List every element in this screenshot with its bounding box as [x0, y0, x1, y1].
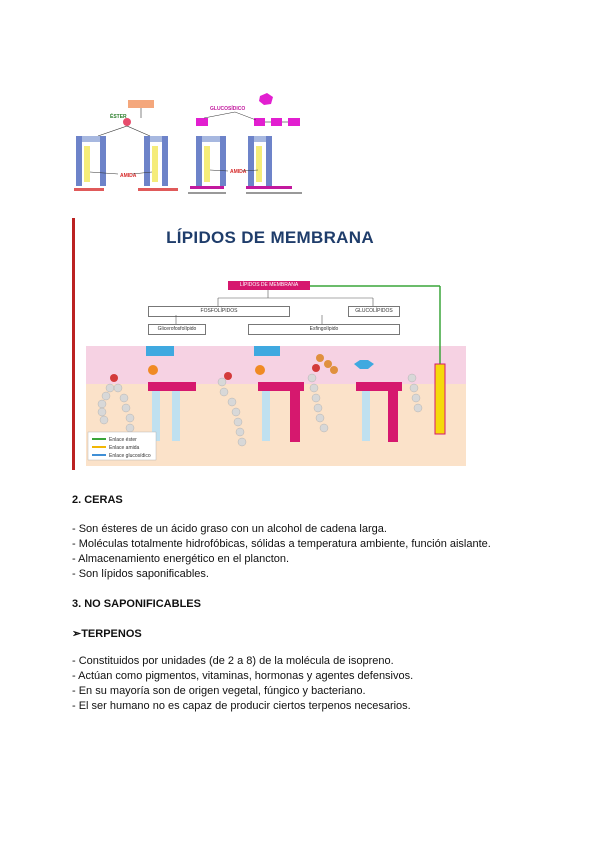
- bonds-diagram: [70, 92, 320, 204]
- legend-amide: Enlace amida: [109, 445, 140, 451]
- ceras-list: [72, 522, 491, 582]
- list-item: - Actúan como pigmentos, vitaminas, hormonas y agentes defensivos.: [72, 670, 414, 682]
- sphingolipid-node: Esfingolípido: [248, 324, 400, 335]
- membrane-lipids-drawing: [72, 218, 468, 470]
- list-item: - Son lípidos saponificables.: [72, 568, 209, 580]
- glycolipids-node: GLUCOLÍPIDOS: [348, 306, 400, 317]
- list-item: - Almacenamiento energético en el plancton.: [72, 553, 290, 565]
- list-item: - Constituidos por unidades (de 2 a 8) de la molécula de isopreno.: [72, 655, 394, 667]
- figure-title: LÍPIDOS DE MEMBRANA: [166, 228, 374, 247]
- ester-label: ÉSTER: [110, 114, 127, 120]
- glycerophospholipid-node: Glicerofosfolípido: [148, 324, 206, 335]
- legend-ester: Enlace éster: [109, 437, 137, 443]
- list-item: - El ser humano no es capaz de producir ciertos terpenos necesarios.: [72, 700, 411, 712]
- root-node: LÍPIDOS DE MEMBRANA: [228, 281, 310, 290]
- phospholipids-node: FOSFOLÍPIDOS: [148, 306, 290, 317]
- list-item: - Son ésteres de un ácido graso con un alcohol de cadena larga.: [72, 523, 387, 535]
- ceras-heading: 2. CERAS: [72, 494, 123, 506]
- amide-label-right: AMIDA: [230, 169, 247, 175]
- list-item: - En su mayoría son de origen vegetal, fúngico y bacteriano.: [72, 685, 366, 697]
- membrane-lipids-figure: [72, 218, 468, 470]
- glucosidic-label: GLUCOSÍDICO: [210, 106, 246, 112]
- amide-label-left: AMIDA: [120, 173, 137, 179]
- legend-glucosidic: Enlace glucosídico: [109, 453, 151, 459]
- list-item: - Moléculas totalmente hidrofóbicas, sólidas a temperatura ambiente, función aislante.: [72, 538, 491, 550]
- no-saponificables-heading: 3. NO SAPONIFICABLES: [72, 598, 201, 610]
- terpenos-list: [72, 654, 413, 714]
- terpenos-heading: ➢TERPENOS: [72, 628, 142, 640]
